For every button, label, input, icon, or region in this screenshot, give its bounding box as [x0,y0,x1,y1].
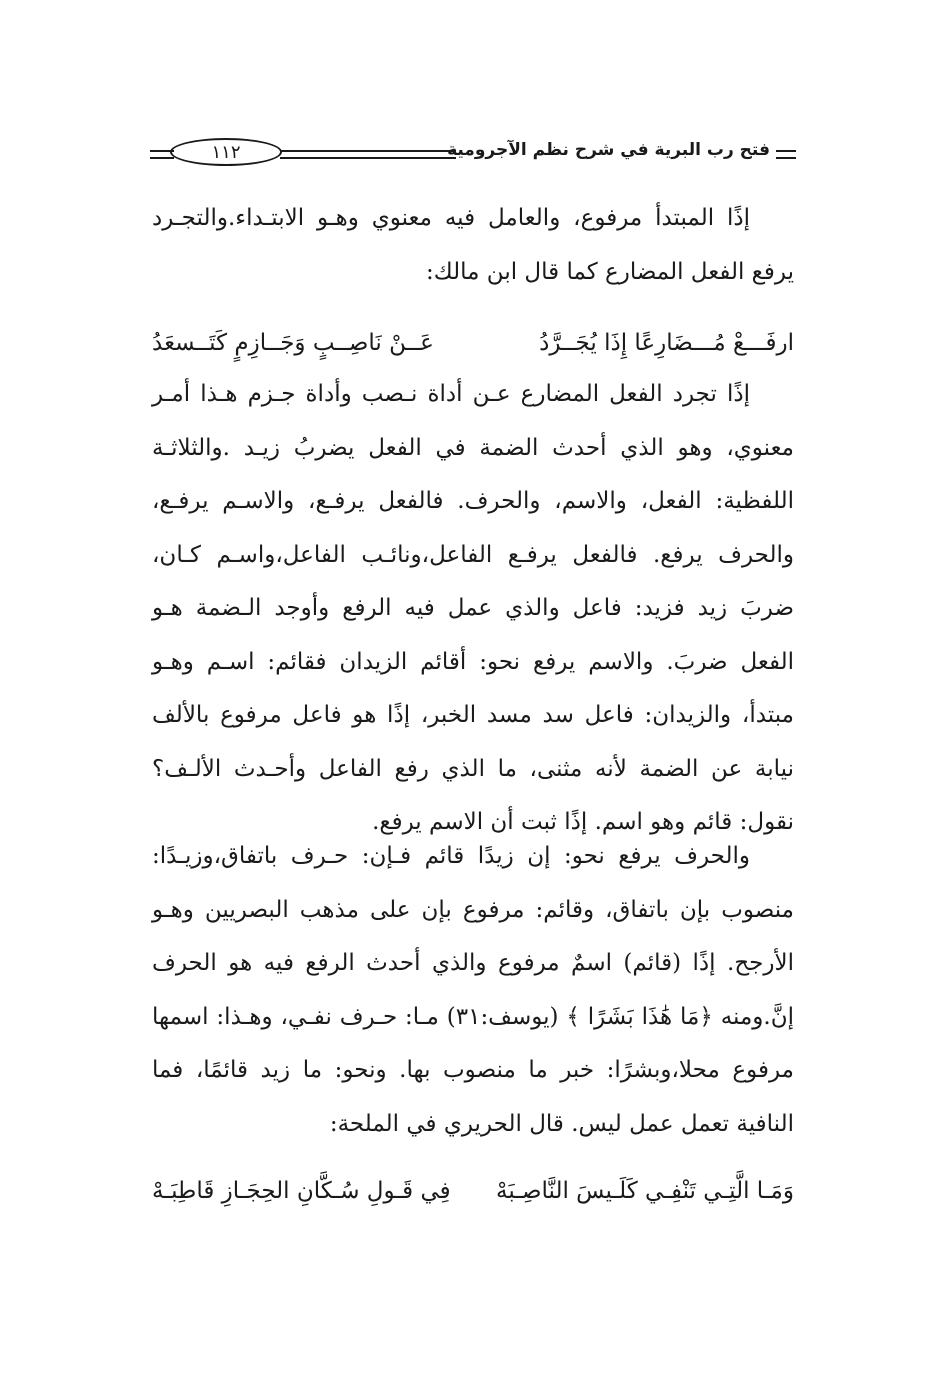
verse-hemistich-first: ارفَـــعْ مُـــضَارِعًا إِذَا يُجَــرَّدُ [539,330,794,356]
verse-hariri [152,1166,794,1216]
page-number: ١١٢ [170,138,282,166]
paragraph-explanation: إذًا تجرد الفعل المضارع عـن أداة نـصب وأداة جـزم هـذا أمـر معنوي، وهو الذي أحدث الضمة في الفعل يضربُ زيـد .والثلاثـة اللفظية: الفعل، والاسم، والحرف. فالفعل يرفـع، والاسـم يرفـع، والحرف يرفع. فالفعل يرفـع الفاعل،ونائـب الفاعل،واسـم كـان، ضربَ زيد فزيد: فاعل والذي عمل فيه الرفع وأوجد الـضمة هـو الفعل ضربَ. والاسم يرفع نحو: أقائم الزيدان فقائم: اسـم وهـو مبتدأ، والزيدان: فاعل سد مسد الخبر، إذًا هو فاعل مرفوع بالألف نيابة عن الضمة لأنه مثنى، ما الذي رفع الفاعل وأحـدث الألـف؟ نقول: قائم وهو اسم. إذًا ثبت أن الاسم يرفع. [152,381,794,835]
running-header [150,136,796,172]
paragraph-intro: إذًا المبتدأ مرفوع، والعامل فيه معنوي وهـو الابتـداء.والتجـرد يرفع الفعل المضارع كما قال ابن مالك: [152,205,794,285]
paragraph-harf: والحرف يرفع نحو: إن زيدًا قائم فـإن: حـرف باتفاق،وزيـدًا: منصوب بإن باتفاق، وقائم: مرفوع بإن على مذهب البصريين وهـو الأرجح. إذًا (قائم) اسمٌ مرفوع والذي أحدث الرفع فيه هو الحرف إنَّ.ومنه ﴿مَا هَٰذَا بَشَرًا ﴾ (يوسف:٣١) مـا: حـرف نفـي، وهـذا: اسمها مرفوع محلا،وبشرًا: خبر ما منصوب بها. ونحو: ما زيد قائمًا، فما النافية تعمل عمل ليس. قال الحريري في الملحة: [152,843,794,1137]
verse-hemistich-second: عَــنْ نَاصِــبٍ وَجَــازِمٍ كَتَــسعَدُ [152,330,434,356]
verse-hemistich-first: وَمَـا الَّتِـي تَنْفِـي كَلَـيسَ النَّاصِـبَهْ [495,1178,794,1204]
book-title: فتح رب البرية في شرح نظم الآجرومية [447,140,770,160]
header-ornament-right [776,150,796,159]
verse-ibn-malik [152,318,794,368]
header-rule [280,150,456,159]
verse-hemistich-second: فِي قَـولِ سُـكَّانِ الحِجَـازِ قَاطِبَـهْ [152,1178,451,1204]
header-ornament-left [150,150,174,159]
